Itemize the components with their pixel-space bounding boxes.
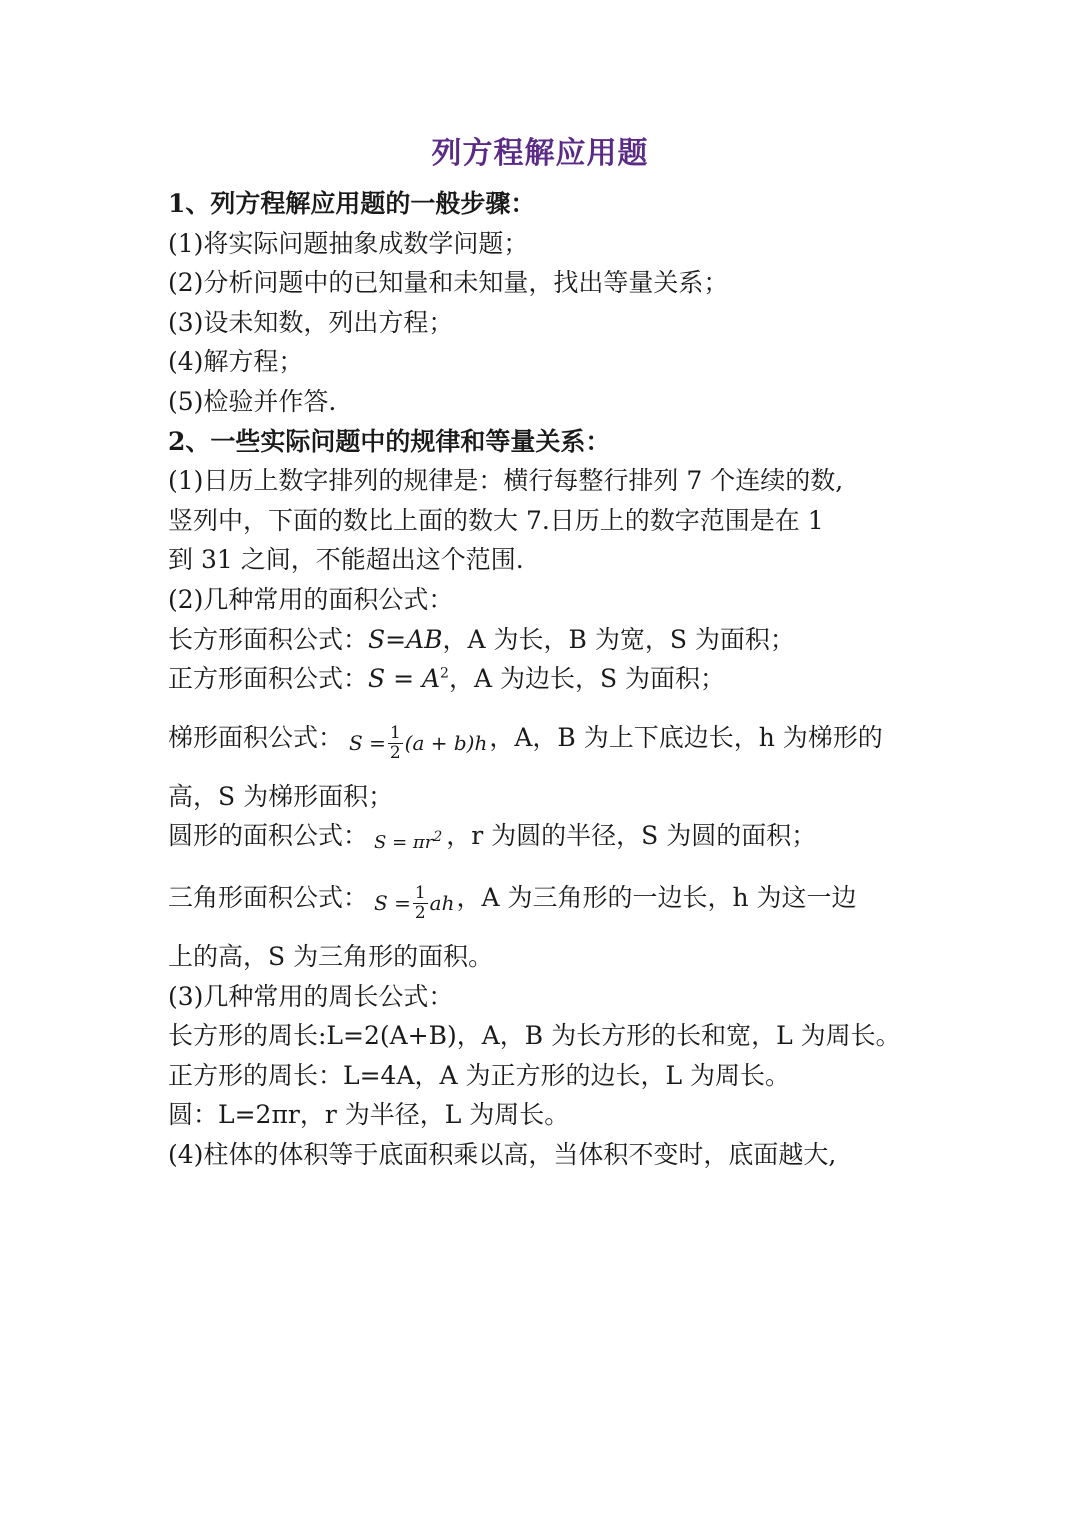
document-body [168,184,918,1174]
trapezoid-lhs: S = [349,730,386,755]
triangle-area-formula [168,859,918,937]
circle-area-description: ，r 为圆的半径，S 为圆的面积； [446,821,817,851]
rectangle-area-formula [168,620,918,660]
step-1: (1)将实际问题抽象成数学问题； [168,228,529,258]
circle-area-formula [168,816,918,859]
triangle-fraction-numerator: 1 [414,883,426,904]
volume-rule: (4)柱体的体积等于底面积乘以高，当体积不变时，底面越大, [168,1139,837,1169]
step-3: (3)设未知数，列出方程； [168,307,454,337]
square-area-label: 正方形面积公式： [168,664,369,694]
rectangle-perimeter-formula: 长方形的周长:L=2(A+B)，A，B 为长方形的长和宽，L 为周长。 [168,1021,901,1051]
triangle-fraction-denominator: 2 [414,903,426,924]
triangle-area-label: 三角形面积公式： [168,883,369,913]
section-2-heading: 2、一些实际问题中的规律和等量关系： [168,426,611,456]
triangle-rhs: ah [429,891,455,916]
triangle-area-description-cont: 上的高，S 为三角形的面积。 [168,941,494,971]
trapezoid-fraction [388,724,403,763]
rectangle-area-label: 长方形面积公式： [168,624,369,654]
rectangle-area-expression: S=AB [368,624,443,654]
square-area-formula [168,659,918,699]
square-area-exponent: 2 [440,665,449,682]
step-2: (2)分析问题中的已知量和未知量，找出等量关系； [168,268,729,298]
trapezoid-fraction-numerator: 1 [389,723,401,744]
step-5: (5)检验并作答. [168,386,337,416]
trapezoid-area-formula [168,699,918,777]
trapezoid-area-description-cont: 高，S 为梯形面积； [168,781,394,811]
triangle-area-expression [374,884,454,924]
circle-area-expression-base: S = πr [374,832,434,854]
perimeter-formulas-heading: (3)几种常用的周长公式： [168,981,454,1011]
trapezoid-area-label: 梯形面积公式： [168,722,344,752]
square-area-expression: S = A [368,664,441,694]
circle-area-exponent: 2 [433,829,443,846]
step-4: (4)解方程； [168,347,304,377]
section-1-heading: 1、列方程解应用题的一般步骤： [168,189,536,218]
square-perimeter-formula: 正方形的周长：L=4A，A 为正方形的边长，L 为周长。 [168,1060,791,1090]
rectangle-area-description: ，A 为长，B 为宽，S 为面积； [442,624,795,654]
calendar-rule-line-1: (1)日历上数字排列的规律是：横行每整行排列 7 个连续的数, [168,466,844,496]
trapezoid-fraction-denominator: 2 [389,743,401,764]
area-formulas-heading: (2)几种常用的面积公式： [168,584,454,614]
page-title: 列方程解应用题 [431,136,649,171]
trapezoid-area-description: ，A，B 为上下底边长，h 为梯形的 [489,722,883,752]
triangle-area-description: ，A 为三角形的一边长，h 为这一边 [456,883,857,913]
circle-area-expression [374,829,443,854]
circle-area-label: 圆形的面积公式： [168,821,369,851]
trapezoid-rhs: (a + b)h [404,730,488,755]
calendar-rule-line-3: 到 31 之间，不能超出这个范围. [168,545,524,575]
triangle-fraction [413,884,428,923]
square-area-description: ，A 为边长，S 为面积； [448,664,726,694]
circle-perimeter-formula: 圆：L=2πr，r 为半径，L 为周长。 [168,1100,570,1130]
triangle-lhs: S = [374,891,411,916]
trapezoid-area-expression [349,724,487,764]
calendar-rule-line-2: 竖列中，下面的数比上面的数大 7.日历上的数字范围是在 1 [168,505,824,535]
